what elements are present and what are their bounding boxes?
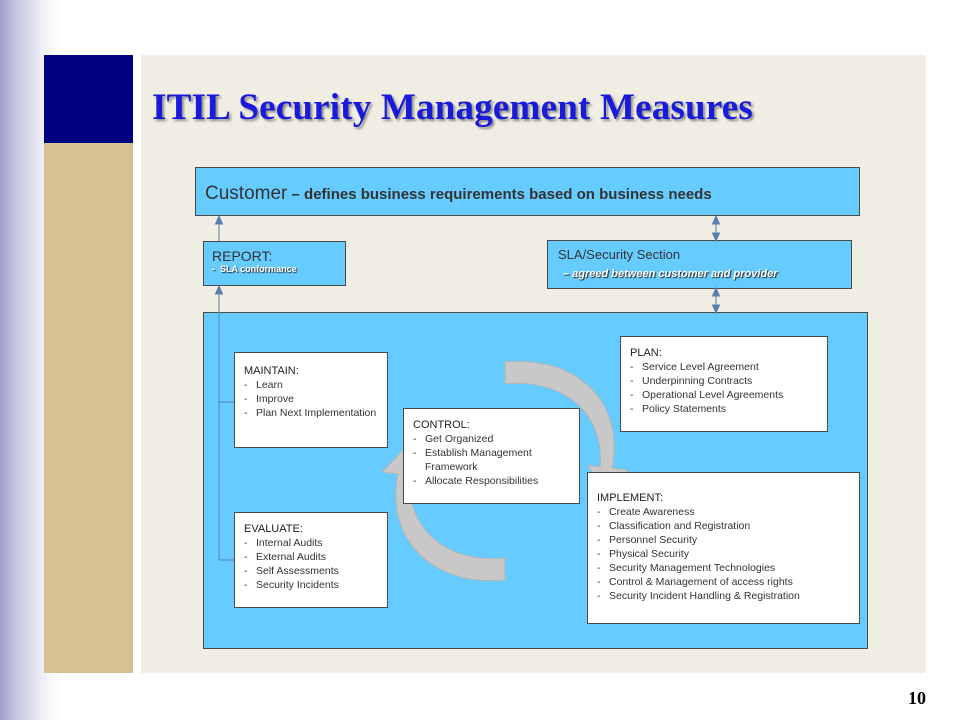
evaluate-box (234, 512, 388, 608)
maintain-item: - Improve (244, 392, 387, 406)
implement-item: - Security Incident Handling & Registration (597, 589, 859, 603)
evaluate-item: - Self Assessments (244, 564, 387, 578)
page-number: 10 (908, 688, 926, 708)
evaluate-heading: EVALUATE: (244, 523, 303, 535)
report-heading: REPORT: (212, 248, 273, 264)
maintain-item: - Plan Next Implementation (244, 406, 387, 420)
plan-item: - Policy Statements (630, 402, 827, 416)
sla-subtitle: – agreed between customer and provider (563, 268, 778, 280)
report-item: - SLA conformance (212, 264, 297, 274)
control-box (403, 408, 580, 504)
plan-box (620, 336, 828, 432)
implement-item: - Security Management Technologies (597, 561, 859, 575)
evaluate-item: - Security Incidents (244, 578, 387, 592)
slide-title: ITIL Security Management Measures (152, 87, 753, 128)
evaluate-item: - Internal Audits (244, 536, 387, 550)
implement-item: - Physical Security (597, 547, 859, 561)
implement-item: - Control & Management of access rights (597, 575, 859, 589)
implement-item: - Create Awareness (597, 505, 859, 519)
implement-item: - Classification and Registration (597, 519, 859, 533)
maintain-box (234, 352, 388, 448)
control-item: - Get Organized (413, 432, 579, 446)
plan-item: - Operational Level Agreements (630, 388, 827, 402)
plan-item: - Service Level Agreement (630, 360, 827, 374)
customer-description: – defines business requirements based on business needs (287, 186, 712, 203)
maintain-heading: MAINTAIN: (244, 365, 299, 377)
maintain-item: - Learn (244, 378, 387, 392)
control-item: - Allocate Responsibilities (413, 474, 579, 488)
control-heading: CONTROL: (413, 419, 470, 431)
implement-heading: IMPLEMENT: (597, 492, 664, 504)
plan-heading: PLAN: (630, 347, 662, 359)
sla-heading: SLA/Security Section (558, 247, 681, 262)
implement-box (587, 472, 860, 624)
plan-item: - Underpinning Contracts (630, 374, 827, 388)
customer-lead: Customer (205, 183, 288, 204)
implement-item: - Personnel Security (597, 533, 859, 547)
control-item: - Establish Management Framework (413, 446, 579, 474)
evaluate-item: - External Audits (244, 550, 387, 564)
